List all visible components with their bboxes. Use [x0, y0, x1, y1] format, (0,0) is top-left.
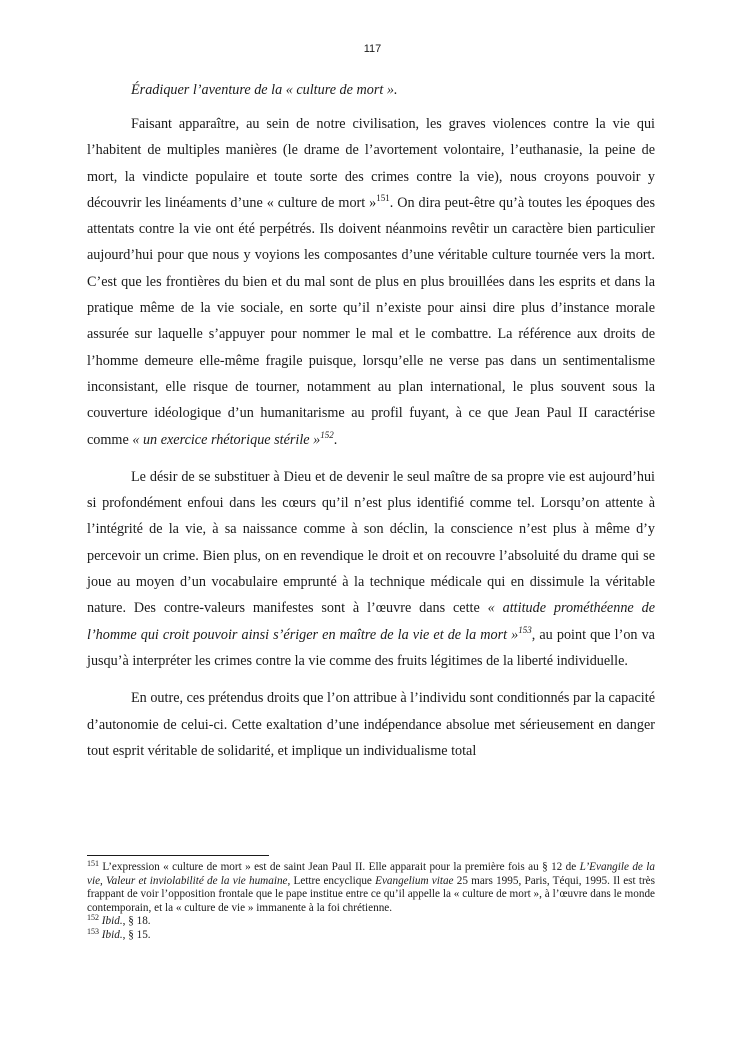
footnote-number: 152 — [87, 913, 99, 922]
footnote-ibid: Ibid. — [101, 928, 123, 941]
footnote-152 — [87, 915, 655, 929]
footnote-number: 151 — [87, 859, 99, 868]
page-number: 117 — [363, 43, 382, 55]
footnote-text: 25 mars 1995, Paris, Téqui, 1995. Il est très frappant de voir l’opposition frontale que le pape institue entre ce qu’il appelle la « culture de mort », à l’œuvre dans le monde contemporain, et la « culture de vie » immanente à la foi chrétienne. — [87, 874, 655, 914]
paragraph-1-text-c: . — [333, 431, 338, 448]
paragraph-2-quote-text: « attitude prométhéenne de l’homme qui croit pouvoir ainsi s’ériger en maître de la vie et de la mort » — [87, 600, 655, 643]
main-text — [87, 80, 655, 775]
paragraph-1-text-b: . On dira peut-être qu’à toutes les époques des attentats contre la vie ont été perpétrés. Ils doivent néanmoins revêtir un caractère bien particulier aujourd’hui pour que nous y voyions les composantes d’une véritable culture tournée vers la mort. C’est que les frontières du bien et du mal sont de plus en plus brouillées dans les esprits et dans la pratique même de la vie sociale, en sorte qu’il n’existe pour ainsi dire plus d’instance morale assurée sur laquelle s’appuyer pour nommer le mal et le combattre. La référence aux droits de l’homme demeure elle-même fragile puisque, lorsqu’elle ne verse pas dans un sentimentalisme inconsistant, elle risque de tourner, notamment au plan international, le plus souvent sous la couverture idéologique d’un humanitarisme au profil fuyant, à ce que Jean Paul II caractérise comme — [87, 194, 655, 448]
footnotes — [87, 855, 655, 942]
paragraph-3-text: En outre, ces prétendus droits que l’on attribue à l’individu sont conditionnés par la capacité d’autonomie de celui-ci. Cette exaltation d’une indépendance absolue met sérieusement en danger tout esprit véritable de solidarité, et implique un individualisme total — [87, 690, 655, 759]
footnote-text: L’expression « culture de mort » est de saint Jean Paul II. Elle apparait pour la première fois au § 12 de — [99, 861, 580, 873]
paragraph-1 — [87, 111, 655, 453]
footnote-ref-152: 152 — [320, 429, 334, 440]
paragraph-2-text-b: , au point que l’on va jusqu’à interpréter les crimes contre la vie comme des fruits légitimes de la liberté individuelle. — [87, 626, 655, 669]
paragraph-1-quote — [132, 429, 334, 448]
footnote-ref-151: 151 — [376, 192, 390, 203]
footnote-title: Evangelium vitae — [375, 874, 454, 887]
footnote-153 — [87, 926, 655, 943]
section-heading: Éradiquer l’aventure de la « culture de mort ». — [131, 82, 398, 98]
paragraph-2 — [87, 464, 655, 674]
paragraph-1-text-a: Faisant apparaître, au sein de notre civilisation, les graves violences contre la vie qui l’habitent de multiples manières (le drame de l’avortement volontaire, l’euthanasie, la peine de mort, la vindicte populaire et toute sorte des crimes contre la vie), nous croyons pouvoir y découvrir les linéaments d’une « culture de mort » — [87, 116, 655, 211]
paragraph-3 — [87, 685, 655, 764]
footnote-title: L’Evangile de la vie, Valeur et inviolabilité de la vie humaine — [87, 861, 655, 887]
footnote-text: , § 15. — [122, 928, 151, 941]
footnote-ibid: Ibid. — [101, 915, 123, 927]
paragraph-1-quote-text: « un exercice rhétorique stérile » — [132, 431, 321, 448]
paragraph-2-text-a: Le désir de se substituer à Dieu et de devenir le seul maître de sa propre vie est aujourd’hui si profondément enfoui dans les cœurs qu’il n’est plus identifié comme tel. Lorsqu’on attente à l’intégrité de la vie, à sa naissance comme à son déclin, la conscience n’est plus à même d’y percevoir un crime. Bien plus, on en revendique le droit et on recouvre l’absoluité du drame qui se joue au moyen d’un vocabulaire emprunté à la technique médicale qui en dissimule la véritable nature. Des contre-valeurs manifestes sont à l’œuvre dans cette — [87, 468, 655, 617]
footnote-ref-153: 153 — [518, 624, 532, 635]
footnote-text: , § 18. — [122, 915, 151, 927]
footnote-151 — [87, 861, 655, 915]
footnote-text: , Lettre encyclique — [287, 874, 376, 887]
footnote-separator — [87, 855, 269, 856]
footnote-number: 153 — [87, 926, 99, 936]
